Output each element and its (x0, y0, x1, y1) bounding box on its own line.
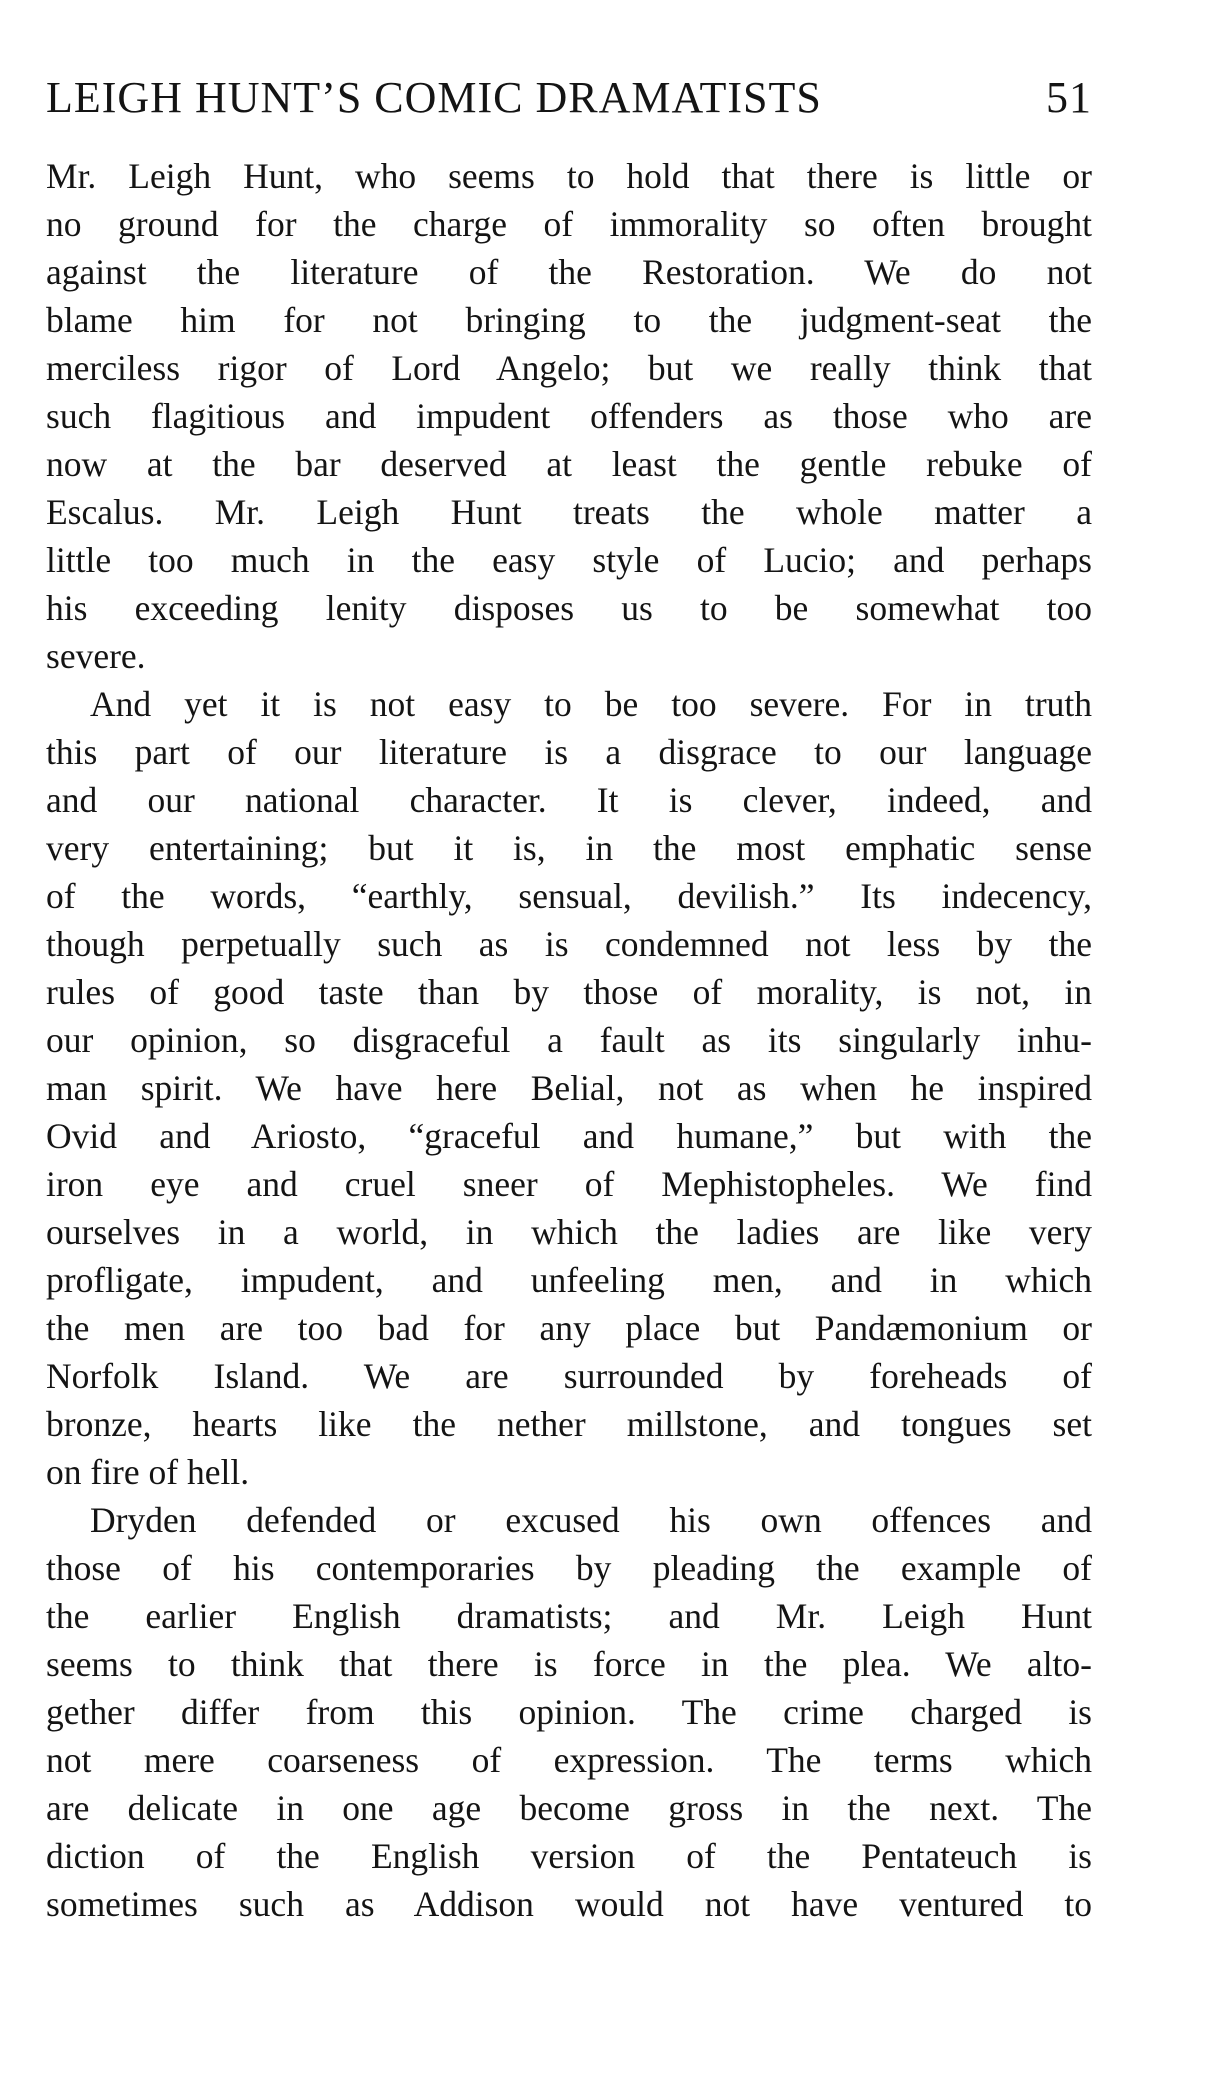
text-line: this part of our literature is a disgrace to our language (46, 732, 1092, 772)
paragraph-1 (46, 152, 1092, 680)
text-line: iron eye and cruel sneer of Mephistopheles. We find (46, 1164, 1092, 1204)
text-line: no ground for the charge of immorality so often brought (46, 204, 1092, 244)
text-line: Escalus. Mr. Leigh Hunt treats the whole matter a (46, 492, 1092, 532)
text-line: seems to think that there is force in the plea. We alto- (46, 1644, 1092, 1684)
text-line: gether differ from this opinion. The crime charged is (46, 1692, 1092, 1732)
text-line: diction of the English version of the Pentateuch is (46, 1836, 1092, 1876)
text-line: severe. (46, 636, 146, 676)
text-line: his exceeding lenity disposes us to be somewhat too (46, 588, 1092, 628)
text-line: Mr. Leigh Hunt, who seems to hold that there is little or (46, 156, 1092, 196)
paragraph-3 (46, 1496, 1092, 1928)
text-line: merciless rigor of Lord Angelo; but we really think that (46, 348, 1092, 388)
text-line: not mere coarseness of expression. The terms which (46, 1740, 1092, 1780)
text-line: such flagitious and impudent offenders as those who are (46, 396, 1092, 436)
text-line: profligate, impudent, and unfeeling men, and in which (46, 1260, 1092, 1300)
text-line: sometimes such as Addison would not have ventured to (46, 1884, 1092, 1924)
text-line: are delicate in one age become gross in the next. The (46, 1788, 1092, 1828)
text-line: man spirit. We have here Belial, not as when he inspired (46, 1068, 1092, 1108)
text-line: of the words, “earthly, sensual, devilish.” Its indecency, (46, 876, 1092, 916)
text-line: very entertaining; but it is, in the most emphatic sense (46, 828, 1092, 868)
text-line: and our national character. It is clever, indeed, and (46, 780, 1092, 820)
text-line: our opinion, so disgraceful a fault as its singularly inhu- (46, 1020, 1092, 1060)
text-line: the men are too bad for any place but Pandæmonium or (46, 1308, 1092, 1348)
text-line: Ovid and Ariosto, “graceful and humane,” but with the (46, 1116, 1092, 1156)
text-line: rules of good taste than by those of morality, is not, in (46, 972, 1092, 1012)
text-line: And yet it is not easy to be too severe. For in truth (90, 684, 1092, 724)
page-number: 51 (1046, 73, 1092, 122)
body-text (46, 152, 1092, 1928)
paragraph-2 (46, 680, 1092, 1496)
text-line: on fire of hell. (46, 1452, 250, 1492)
text-line: Dryden defended or excused his own offences and (90, 1500, 1092, 1540)
text-line: little too much in the easy style of Lucio; and perhaps (46, 540, 1092, 580)
running-title: LEIGH HUNT’S COMIC DRAMATISTS (46, 73, 822, 122)
text-line: against the literature of the Restoration. We do not (46, 252, 1092, 292)
running-head (46, 68, 1092, 128)
text-line: the earlier English dramatists; and Mr. Leigh Hunt (46, 1596, 1092, 1636)
text-line: now at the bar deserved at least the gentle rebuke of (46, 444, 1092, 484)
text-line: though perpetually such as is condemned not less by the (46, 924, 1092, 964)
text-line: blame him for not bringing to the judgment-seat the (46, 300, 1092, 340)
text-line: ourselves in a world, in which the ladies are like very (46, 1212, 1092, 1252)
text-line: those of his contemporaries by pleading the example of (46, 1548, 1092, 1588)
text-line: bronze, hearts like the nether millstone, and tongues set (46, 1404, 1092, 1444)
text-line: Norfolk Island. We are surrounded by foreheads of (46, 1356, 1092, 1396)
